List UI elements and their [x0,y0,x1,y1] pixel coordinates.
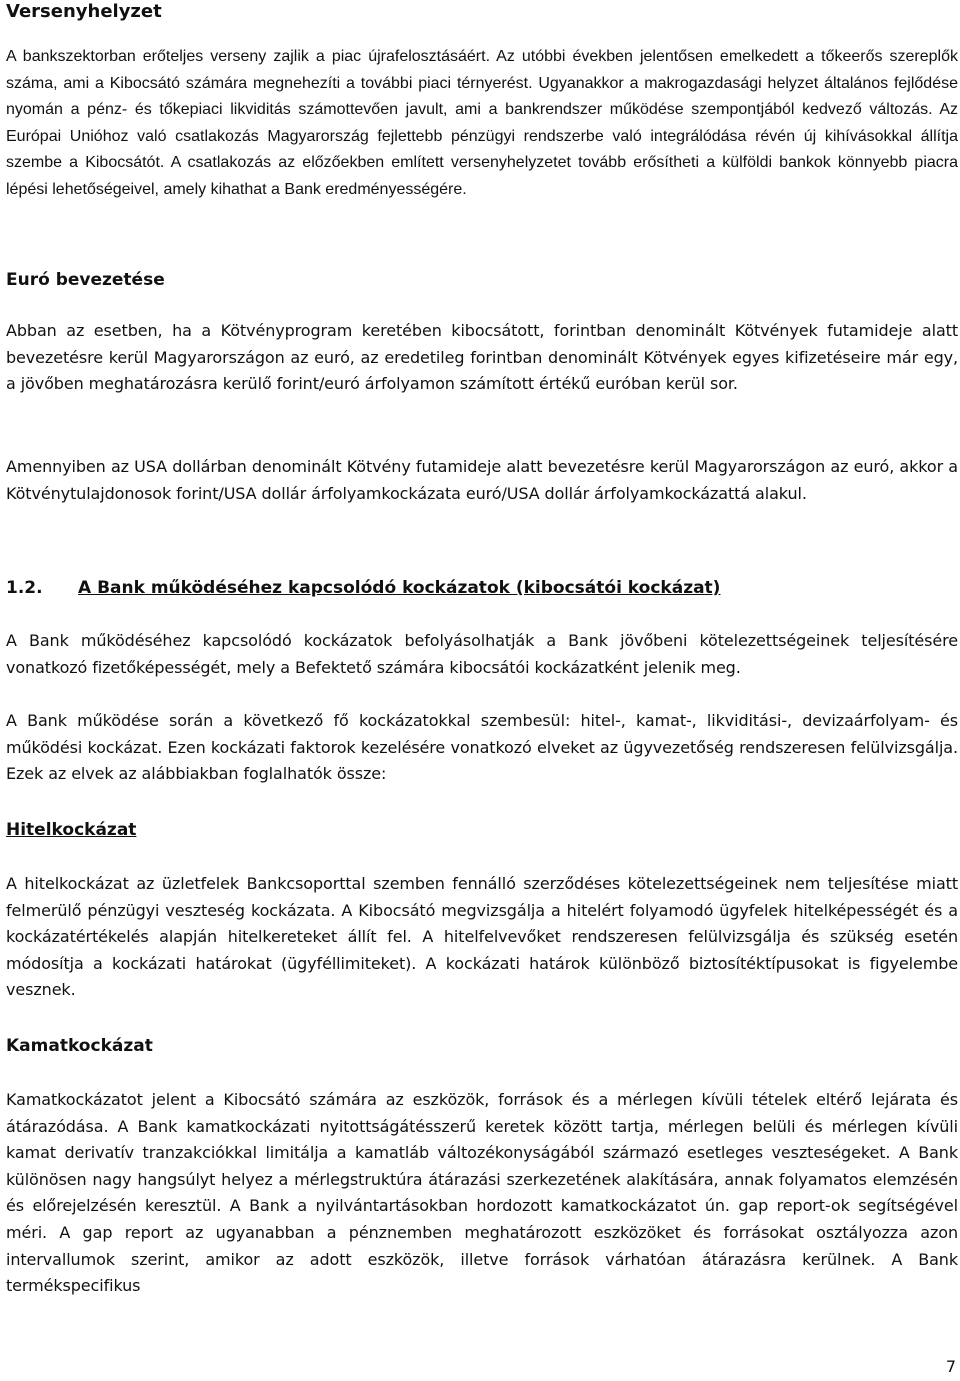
section-title: A Bank működéséhez kapcsolódó kockázatok (kibocsátói kockázat) [78,578,721,598]
section-heading-hitelkockazat: Hitelkockázat [6,820,137,840]
section-number: 1.2. [6,578,43,598]
section-heading-versenyhelyzet: Versenyhelyzet [6,1,162,22]
section-heading-euro: Euró bevezetése [6,270,165,290]
paragraph-euro-1: Abban az esetben, ha a Kötvényprogram keretében kibocsátott, forintban denominált Kötvények futamideje alatt bevezetésre kerül Magyarországon az euró, az eredetileg forintban denominált Kötvények egyes kifizetéseire már egy, a jövőben meghatározásra kerülő forint/euró árfolyamon számított értékű euróban kerül sor. [6,321,958,394]
paragraph-hitelkockazat: A hitelkockázat az üzletfelek Bankcsoporttal szemben fennálló szerződéses kötelezettségeinek nem teljesítése miatt felmerülő pénzügyi veszteség kockázata. A Kibocsátó megvizsgálja a hitelért folyamodó ügyfelek hitelképességét és a kockázatértékelés alapján hitelkereteket állít fel. A hitelfelvevőket rendszeresen felülvizsgálja és szükség esetén módosítja a kockázati határokat (ügyféllimiteket). A kockázati határok különböző biztosítéktípusokat is figyelembe vesznek. [6,874,958,1000]
page-number: 7 [945,1357,956,1376]
paragraph-kamatkockazat: Kamatkockázatot jelent a Kibocsátó számára az eszközök, források és a mérlegen kívüli tételek eltérő lejárata és átárazódása. A Bank kamatkockázati nyitottságátésszerű keretek között tartja, mérlegen belüli és mérlegen kívüli kamat derivatív tranzakciókkal limitálja a kamatláb változékonyságából származó esetleges veszteségeket. A Bank különösen nagy hangsúlyt helyez a mérlegstruktúra átárazási szerkezetének alakítására, annak folyamatos elemzésén és előrejelzésén keresztül. A Bank a nyilvántartásokban hordozott kamatkockázatot ún. gap report-ok segítségével méri. A gap report az ugyanabban a pénznemben meghatározott eszközöket és forrásokat osztályozza azon intervallumok szerint, amikor az adott eszközök, illetve források várhatóan átárazásra kerülnek. A Bank termékspecifikus [6,1090,958,1296]
paragraph-euro-2: Amennyiben az USA dollárban denominált Kötvény futamideje alatt bevezetésre kerül Magyarországon az euró, akkor a Kötvénytulajdonosok forint/USA dollár árfolyamkockázata euró/USA dollár árfolyamkockázattá alakul. [6,457,958,503]
paragraph-bank-risks-2: A Bank működése során a következő fő kockázatokkal szembesül: hitel-, kamat-, likviditási-, devizaárfolyam- és működési kockázat. Ezen kockázati faktorok kezelésére vonatkozó elveket az ügyvezetőség rendszeresen felülvizsgálja. Ezek az elvek az alábbiakban foglalhatók össze: [6,711,958,784]
paragraph-bank-risks-1: A Bank működéséhez kapcsolódó kockázatok befolyásolhatják a Bank jövőbeni kötelezettségeinek teljesítésére vonatkozó fizetőképességét, mely a Befektető számára kibocsátói kockázatként jelenik meg. [6,631,958,677]
section-heading-kamatkockazat: Kamatkockázat [6,1036,153,1056]
paragraph-versenyhelyzet: A bankszektorban erőteljes verseny zajlik a piac újrafelosztásáért. Az utóbbi években jelentősen emelkedett a tőkeerős szereplők száma, ami a Kibocsátó számára megnehezíti a további piaci térnyerést. Ugyanakkor a makrogazdasági helyzet általános fejlődése nyomán a pénz- és tőkepiaci likviditás számottevően javult, ami a bankrendszer működése szempontjából kedvező változás. Az Európai Unióhoz való csatlakozás Magyarország fejlettebb pénzügyi rendszerbe való integrálódása révén új kihívásokkal állítja szembe a Kibocsátót. A csatlakozás az előzőekben említett versenyhelyzetet tovább erősítheti a külföldi bankok könnyebb piacra lépési lehetőségeivel, amely kihathat a Bank eredményességére. [6,48,958,198]
section-heading-bank-risks [6,576,720,600]
